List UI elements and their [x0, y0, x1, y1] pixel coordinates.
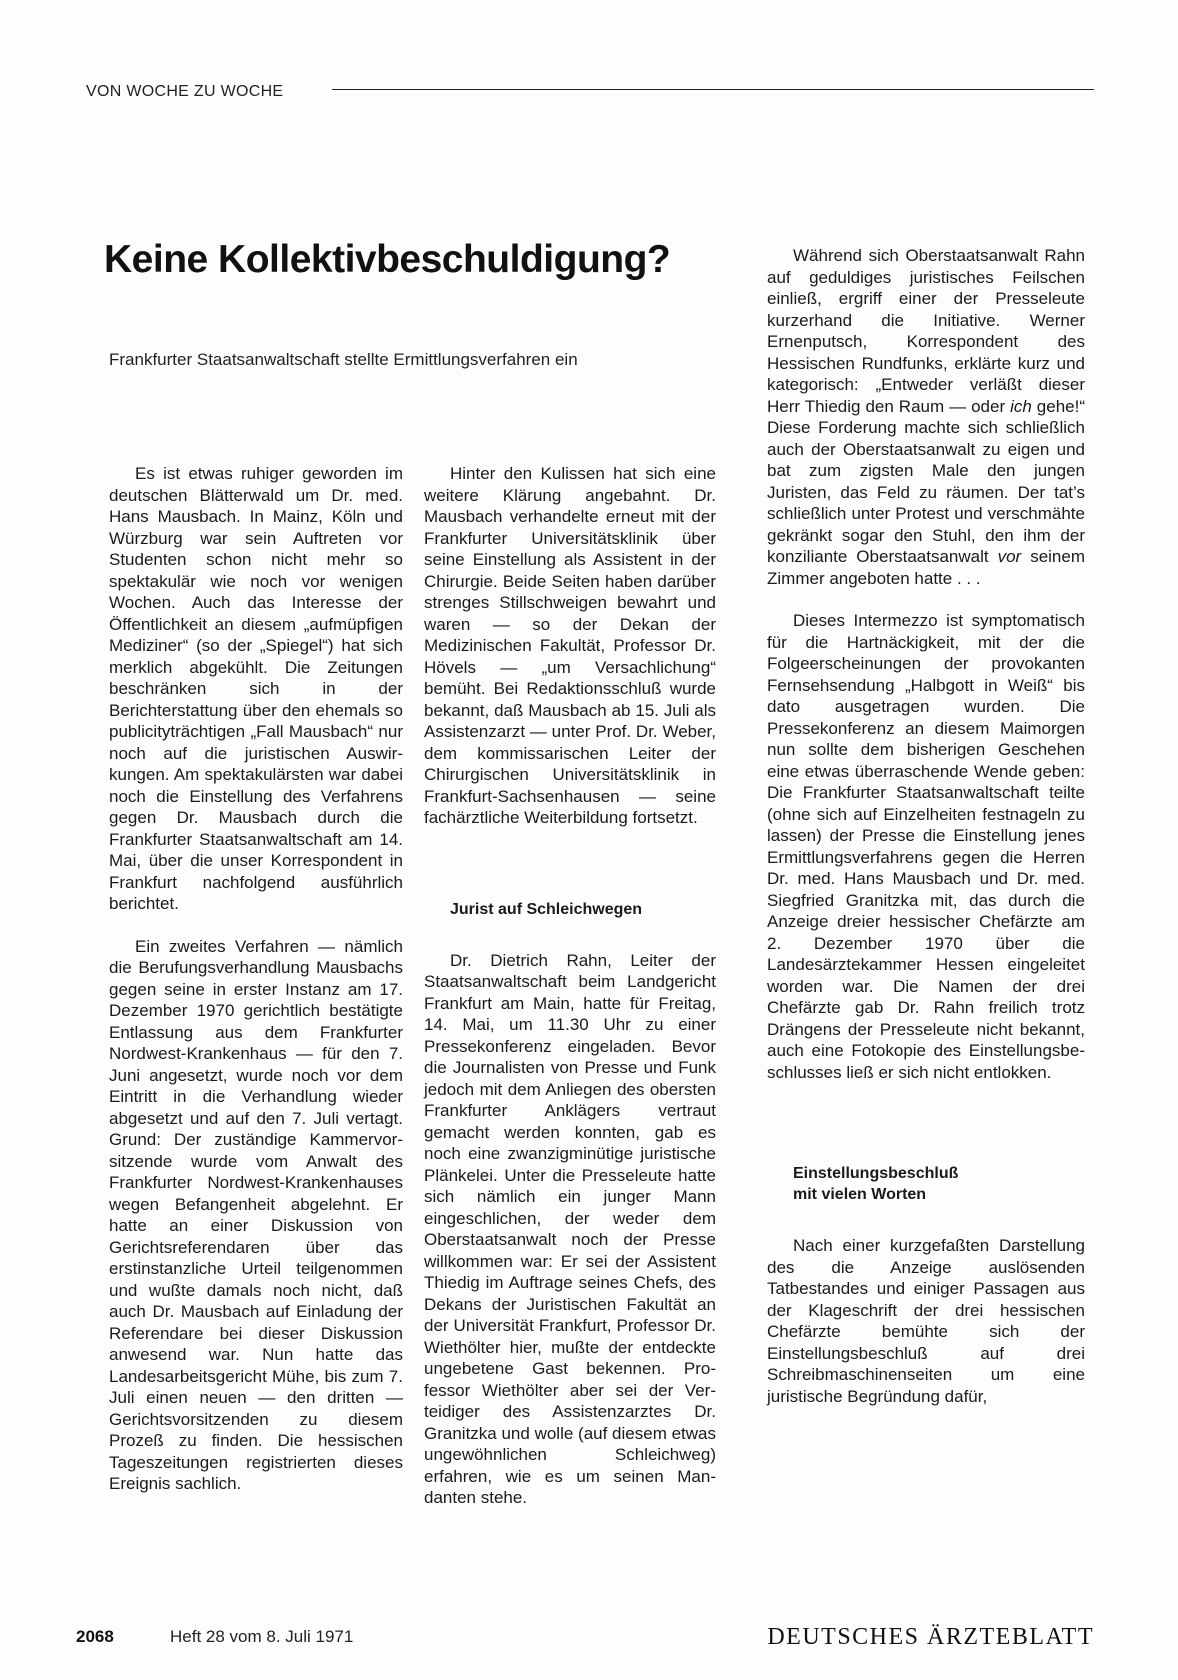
paragraph: Dieses Intermezzo ist symptomatisch für die Hartnäckigkeit, mit der die Folgeerscheinungen der provokanten Fernsehsendung „Halbgott in Weiß“ bis dato ausgetragen wurden. Die Pressekonferenz an diesem Maimorgen nun sollte dem bisherigen Geschehen eine etwas überraschende Wende geben: Die Frankfurter Staatsanwaltschaft teilte (ohne sich auf Einzelheiten festnageln zu lassen) der Presse die Einstellung jenes Ermittlungsverfahrens gegen die Herren Dr. med. Hans Mausbach und Dr. med. Siegfried Granitzka mit, das durch die Anzeige dreier hessischer Chefärzte am 2. Dezember 1970 über die Landesärztekammer Hessen eingeleitet worden war. Die Namen der drei Chefärzte gab Dr. Rahn freilich trotz Drängens der Presseleute nicht bekannt, auch eine Fotokopie des Einstellungsbeschlusses ließ er sich nicht entlokken. — [767, 611, 1085, 1082]
subheading-line: mit vielen Worten — [793, 1186, 927, 1203]
text-column-2 — [424, 463, 716, 1509]
paragraph: Nach einer kurzgefaßten Darstellung des die Anzeige auslösenden Tatbestandes und einiger Passagen aus der Klageschrift der drei hessischen Chefärzte bemühte sich der Einstellungsbeschluß auf drei Schreibmaschinenseiten um eine juristische Begründung dafür, — [767, 1236, 1085, 1406]
emphasis: vor — [997, 547, 1022, 566]
section-kicker: VON WOCHE ZU WOCHE — [86, 83, 284, 100]
paragraph: Hinter den Kulissen hat sich eine weitere Klärung angebahnt. Dr. Mausbach verhandelte erneut mit der Frankfurter Universitätsklinik über seine Einstellung als Assistent in der Chirurgie. Beide Seiten haben darüber strenges Stillschweigen bewahrt und waren — so der Dekan der Medizinischen Fakultät, Professor Dr. Hövels — „um Versachlichung“ bemüht. Bei Redaktionsschluß wurde bekannt, daß Mausbach ab 15. Juli als Assistenzarzt — unter Prof. Dr. Weber, dem kommissarischen Leiter der Chirurgischen Universitätsklinik in Frankfurt-Sachsenhausen — seine fachärztliche Weiterbildung fortsetzt. — [424, 464, 716, 827]
page-number: 2068 — [76, 1627, 114, 1646]
text-run: Während sich Oberstaatsanwalt Rahn auf geduldiges juristisches Feilschen einließ, ergriff einer der Presseleute kurzerhand die Initiative. Werner Ernenputsch, Korrespondent des Hessischen Rundfunks, erklärte kurz und kategorisch: „Entweder verläßt dieser Herr Thiedig den Raum — oder — [767, 246, 1085, 416]
text-column-1 — [109, 463, 403, 1495]
paragraph: Es ist etwas ruhiger geworden im deutschen Blätterwald um Dr. med. Hans Mausbach. In Mainz, Köln und Würzburg war sein Auftreten vor Studenten schon nicht mehr so spektakulär wie noch vor wenigen Wochen. Auch das Interesse der Öffentlichkeit an diesem „aufmüpfigen Mediziner“ (so der „Spiegel“) hat sich merklich abgekühlt. Die Zeitungen beschränken sich in der Berichterstattung über den ehemals so publicityträchtigen „Fall Mausbach“ nur noch auf die juristischen Auswirkungen. Am spektakulärsten war dabei noch die Einstellung des Verfahrens gegen Dr. Mausbach durch die Frankfurter Staatsanwaltschaft am 14. Mai, über die unser Korrespondent in Frankfurt nachfolgend ausführlich berichtet. — [109, 464, 403, 913]
emphasis: ich — [1010, 396, 1032, 416]
kicker-rule — [332, 89, 1094, 90]
subheading-line: Einstellungsbeschluß — [793, 1165, 959, 1182]
paragraph: Ein zweites Verfahren — nämlich die Berufungsverhandlung Mausbachs gegen seine in erster Instanz am 17. Dezember 1970 gerichtlich bestätigte Entlassung aus dem Frankfurter Nordwest-Krankenhaus — für den 7. Juni angesetzt, wurde noch vor dem Eintritt in die Verhandlung wieder abgesetzt und auf den 7. Juli vertagt. Grund: Der zuständige Kammervorsitzende wurde vom Anwalt des Frankfurter Nordwest-Krankenhauses wegen Befangenheit abgelehnt. Er hatte an einer Diskussion von Gerichtsreferendaren über das erstinstanzliche Urteil teilgenommen und wußte damals noch nicht, daß auch Dr. Mausbach auf Einladung der Referendare bei dieser Diskussion anwesend war. Nun hatte das Landesarbeitsgericht Mühe, bis zum 7. Juli einen neuen — den dritten — Gerichtsvorsitzenden zu diesem Prozeß zu finden. Die hessischen Tageszeitungen registrierten dieses Ereignis sachlich. — [109, 936, 403, 1493]
issue-info: Heft 28 vom 8. Juli 1971 — [170, 1627, 354, 1646]
journal-name: DEUTSCHES ÄRZTEBLATT — [767, 1624, 1094, 1650]
paragraph — [767, 245, 1085, 589]
text-column-3 — [767, 245, 1085, 1407]
text-run: seinem Zimmer angeboten hatte . . . — [767, 547, 1086, 588]
article-subline: Frankfurter Staatsanwaltschaft stellte Ermittlungsverfahren ein — [109, 350, 578, 369]
subheading-jurist: Jurist auf Schleichwegen — [450, 900, 643, 918]
paragraph: Dr. Dietrich Rahn, Leiter der Staatsanwaltschaft beim Landgericht Frankfurt am Main, hatte für Freitag, 14. Mai, um 11.30 Uhr zu einer Pressekonferenz eingeladen. Bevor die Journalisten von Presse und Funk jedoch mit dem Anliegen des obersten Frankfurter Anklägers vertraut gemacht werden konnten, gab es noch eine zwanzigminütige juristische Plänkelei. Unter die Presseleute hatte sich nämlich ein junger Mann eingeschlichen, der weder dem Oberstaatsanwalt noch der Presse willkommen war: Er sei der Assistent Thiedig im Auftrage seines Chefs, des Dekans der Juristischen Fakultät an der Universität Frankfurt, Professor Dr. Wiethölter hier, mußte der entdeckte ungebetene Gast bekennen. Professor Wiethölter aber sei der Verteidiger des Assistenzarztes Dr. Granitzka und wolle (auf diesem etwas ungewöhnlichen Schleichweg) erfahren, wie es um seinen Mandanten stehe. — [424, 950, 716, 1507]
text-run: gehe!“ Diese Forderung machte sich schließlich auch der Oberstaatsanwalt zu eigen und bat zum zigsten Male den jungen Juristen, das Feld zu räumen. Der tat’s schließlich unter Protest und verschmähte gekränkt sogar den Stuhl, den ihm der konziliante Oberstaatsanwalt — [767, 396, 1085, 566]
subheading-einstellungsbeschluss — [767, 1163, 1085, 1205]
article-headline: Keine Kollektivbeschuldigung? — [104, 238, 671, 281]
